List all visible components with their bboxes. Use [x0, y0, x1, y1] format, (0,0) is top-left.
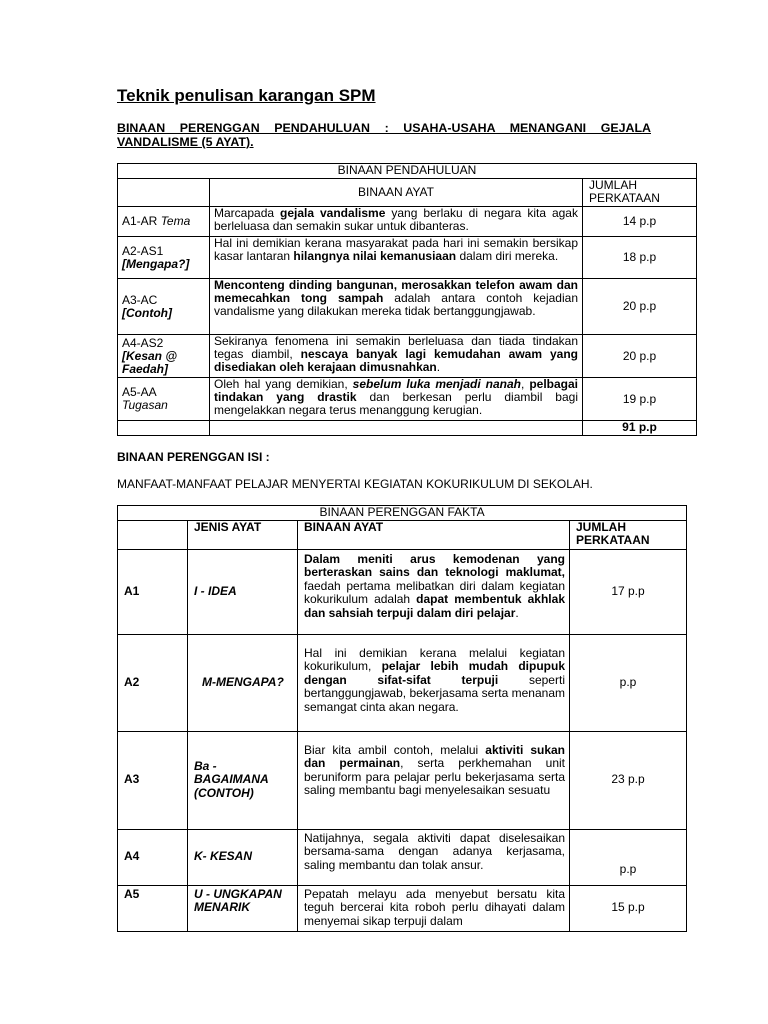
sentence-code [118, 207, 210, 237]
table-row [118, 335, 697, 378]
sentence-text: Pepatah melayu ada menyebut bersatu kita teguh bercerai kita roboh perlu dihayati dalam menyemai sikap terpuji dalam [298, 885, 570, 931]
table-row [118, 731, 687, 829]
word-count: 15 p.p [570, 885, 687, 931]
sentence-code: A5 [118, 885, 188, 931]
section-subheading: MANFAAT-MANFAAT PELAJAR MENYERTAI KEGIATAN KOKURIKULUM DI SEKOLAH. [117, 477, 593, 491]
column-header-ayat: BINAAN AYAT [210, 179, 583, 207]
column-header-jumlah [583, 179, 697, 207]
sentence-type: U - UNGKAPAN MENARIK [188, 885, 298, 931]
intro-heading-line2: VANDALISME (5 AYAT). [117, 135, 254, 149]
sentence-code [118, 335, 210, 378]
column-header-jumlah [570, 520, 687, 549]
total-word-count: 91 p.p [583, 421, 697, 436]
sentence-text: Hal ini demikian kerana masyarakat pada hari ini semakin bersikap kasar lantaran hilangnya nilai kemanusiaan dalam diri mereka. [210, 237, 583, 279]
empty-header-cell [118, 520, 188, 549]
code-label: A3-AC [122, 292, 158, 307]
sentence-type: K- KESAN [188, 829, 298, 885]
code-role: [Mengapa?] [122, 256, 190, 271]
word-count: 14 p.p [583, 207, 697, 237]
sentence-text: Menconteng dinding bangunan, merosakkan telefon awam dan memecahkan tong sampah adalah antara contoh kejadian vandalisme yang dilakukan mereka tidak bertanggungjawab. [210, 279, 583, 335]
sentence-text: Hal ini demikian kerana melalui kegiatan kokurikulum, pelajar lebih mudah dipupuk dengan sifat-sifat terpuji seperti bertanggungjawab, bekerjasama serta menanam semangat cinta akan negara. [298, 634, 570, 731]
table-row [118, 829, 687, 885]
sentence-type: I - IDEA [188, 549, 298, 634]
code-label: A2-AS1 [122, 243, 164, 258]
introduction-structure-table [117, 163, 697, 436]
sentence-text: Oleh hal yang demikian, sebelum luka menjadi nanah, pelbagai tindakan yang drastik dan berkesan perlu diambil bagi mengelakkan negara terus menanggung kerugian. [210, 378, 583, 421]
code-label: A4-AS2 [122, 335, 164, 350]
sentence-type: Ba - BAGAIMANA (CONTOH) [188, 731, 298, 829]
jumlah-label: JUMLAH [576, 519, 626, 534]
perkataan-label: PERKATAAN [589, 191, 660, 205]
sentence-text: Sekiranya fenomena ini semakin berleluasa dan tiada tindakan tegas diambil, nescaya banyak lagi kemudahan awam yang disediakan oleh kerajaan dimusnahkan. [210, 335, 583, 378]
table-row [118, 885, 687, 931]
code-role: Tugasan [122, 398, 168, 412]
empty-header-cell [118, 179, 210, 207]
word-count: 23 p.p [570, 731, 687, 829]
empty-cell [118, 421, 210, 436]
table-title: BINAAN PERENGGAN FAKTA [118, 506, 687, 521]
empty-cell [210, 421, 583, 436]
jumlah-label: JUMLAH [589, 178, 638, 192]
word-count: 20 p.p [583, 335, 697, 378]
sentence-type: M-MENGAPA? [188, 634, 298, 731]
page-title: Teknik penulisan karangan SPM [117, 86, 376, 105]
code-label: A1-AR [122, 214, 158, 228]
table-row [118, 378, 697, 421]
sentence-text: Dalam meniti arus kemodenan yang berteraskan sains dan teknologi maklumat, faedah pertama melibatkan diri dalam kegiatan kokurikulum adalah dapat membentuk akhlak dan sahsiah terpuji dalam diri pelajar. [298, 549, 570, 634]
column-header-ayat: BINAAN AYAT [298, 520, 570, 549]
total-row [118, 421, 697, 436]
fact-paragraph-table [117, 505, 687, 932]
column-header-jenis: JENIS AYAT [188, 520, 298, 549]
word-count: 18 p.p [583, 237, 697, 279]
intro-heading [117, 121, 651, 149]
perkataan-label: PERKATAAN [576, 533, 650, 547]
table-row [118, 634, 687, 731]
table-row [118, 237, 697, 279]
table-row [118, 549, 687, 634]
sentence-code [118, 378, 210, 421]
table-row [118, 207, 697, 237]
sentence-text: Biar kita ambil contoh, melalui aktiviti sukan dan permainan, serta perkhemahan unit beruniform para pelajar perlu bekerjasama serta saling membantu bagi menyelesaikan sesuatu [298, 731, 570, 829]
word-count: 20 p.p [583, 279, 697, 335]
sentence-code: A3 [118, 731, 188, 829]
sentence-text: Natijahnya, segala aktiviti dapat diselesaikan bersama-sama dengan adanya kerjasama, saling membantu dan tolak ansur. [298, 829, 570, 885]
table-row [118, 279, 697, 335]
word-count: p.p [570, 634, 687, 731]
sentence-code: A2 [118, 634, 188, 731]
intro-heading-line1: BINAAN PERENGGAN PENDAHULUAN : USAHA-USAHA MENANGANI GEJALA [117, 121, 651, 135]
sentence-code [118, 279, 210, 335]
code-role: [Contoh] [122, 305, 172, 320]
sentence-code [118, 237, 210, 279]
word-count: 17 p.p [570, 549, 687, 634]
code-label: A5-AA [122, 385, 157, 399]
sentence-text: Marcapada gejala vandalisme yang berlaku di negara kita agak berleluasa dan semakin sukar untuk dibanteras. [210, 207, 583, 237]
table-title: BINAAN PENDAHULUAN [118, 164, 697, 179]
code-role: [Kesan @ Faedah] [122, 348, 178, 376]
code-role: Tema [160, 214, 191, 228]
word-count: 19 p.p [583, 378, 697, 421]
word-count: p.p [570, 829, 687, 885]
sentence-code: A4 [118, 829, 188, 885]
section-heading: BINAAN PERENGGAN ISI : [117, 450, 270, 464]
sentence-code: A1 [118, 549, 188, 634]
